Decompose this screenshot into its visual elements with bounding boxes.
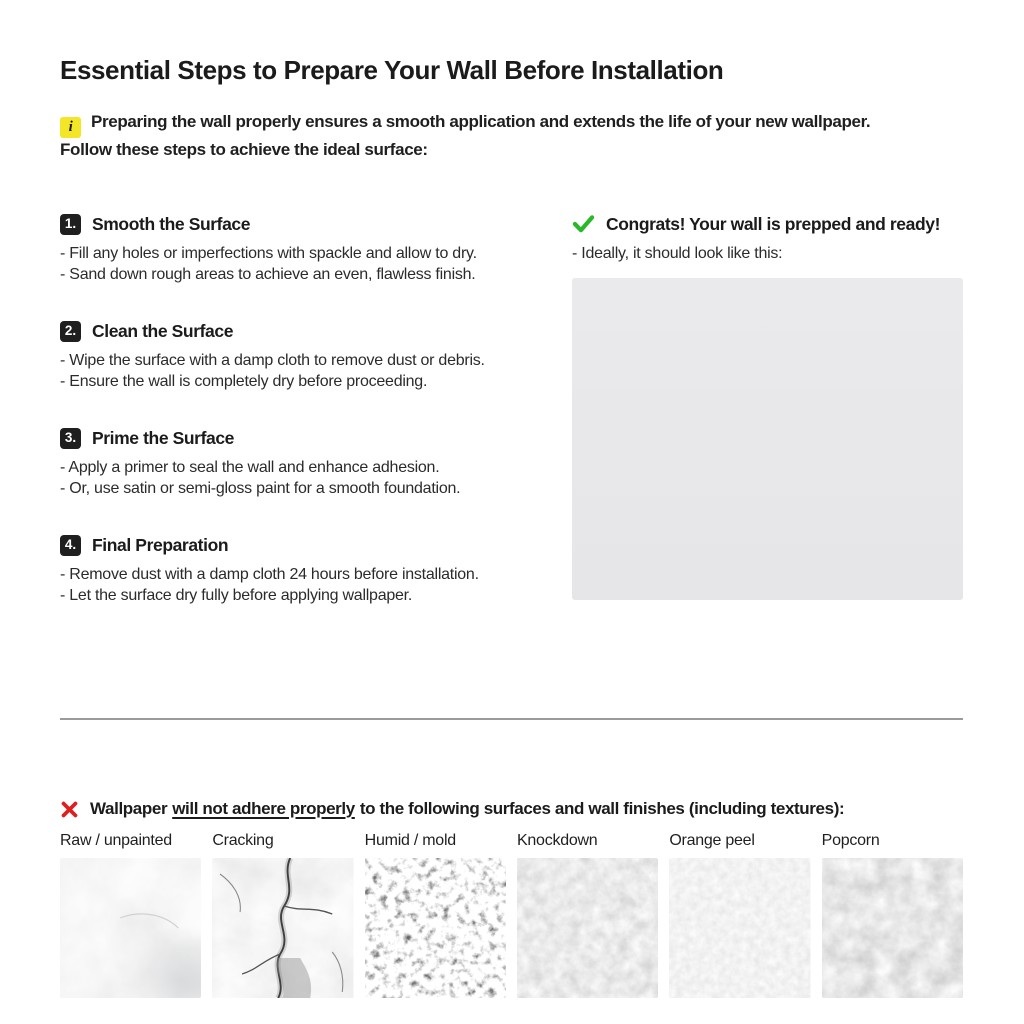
step-number-badge: 4. [60,535,81,556]
step-number-badge: 1. [60,214,81,235]
warning-prefix: Wallpaper [90,799,168,818]
warning-text [90,796,844,822]
intro-line2: Follow these steps to achieve the ideal surface: [60,140,428,159]
step-bullet: - Sand down rough areas to achieve an even, flawless finish. [60,266,476,283]
step-heading [60,426,572,450]
step-number-badge: 2. [60,321,81,342]
orange-peel-texture-image [669,858,810,998]
step-bullets [60,564,572,606]
surface-popcorn [822,832,963,998]
bad-surfaces-gallery [60,832,963,998]
step-heading [60,319,572,343]
step-bullets [60,243,572,285]
section-divider [60,718,963,720]
step-number-badge: 3. [60,428,81,449]
cracking-texture-image [212,858,353,998]
surface-label: Raw / unpainted [60,832,172,849]
step-bullet: - Or, use satin or semi-gloss paint for a smooth foundation. [60,480,461,497]
step-title: Final Preparation [92,535,229,555]
content-columns [60,212,963,640]
step-title: Smooth the Surface [92,214,251,234]
knockdown-texture-image [517,858,658,998]
check-icon [572,214,595,234]
surface-orange-peel [669,832,810,998]
prepped-wall-image [572,278,963,600]
intro-line1: Preparing the wall properly ensures a smooth application and extends the life of your new wallpaper. [91,112,871,131]
info-icon [60,117,81,138]
surface-cracking [212,832,353,998]
step-4-final-preparation [60,533,572,606]
page-title: Essential Steps to Prepare Your Wall Before Installation [60,55,724,85]
cross-icon [60,800,79,819]
info-icon-glyph: i [68,119,73,135]
warning-heading [60,796,963,822]
warning-emphasis: will not adhere properly [172,799,355,818]
step-bullet: - Wipe the surface with a damp cloth to remove dust or debris. [60,352,485,369]
step-bullet: - Let the surface dry fully before applying wallpaper. [60,587,413,604]
step-heading [60,533,572,557]
surface-label: Knockdown [516,832,598,849]
step-1-smooth-the-surface [60,212,572,285]
steps-list [60,212,572,640]
step-bullet: - Ensure the wall is completely dry before proceeding. [60,373,428,390]
surface-label: Humid / mold [364,832,456,849]
step-bullets [60,457,572,499]
step-bullet: - Fill any holes or imperfections with spackle and allow to dry. [60,245,477,262]
surface-humid-mold [365,832,506,998]
step-bullet: - Remove dust with a damp cloth 24 hours before installation. [60,566,479,583]
success-heading [572,212,963,236]
warning-suffix: to the following surfaces and wall finishes (including textures): [359,799,845,818]
surface-knockdown [517,832,658,998]
step-bullets [60,350,572,392]
success-subtitle-group [572,243,963,264]
step-heading [60,212,572,236]
success-subtitle: - Ideally, it should look like this: [572,245,783,262]
humid-mold-texture-image [365,858,506,998]
popcorn-texture-image [822,858,963,998]
step-2-clean-the-surface [60,319,572,392]
surface-raw-unpainted [60,832,201,998]
success-title: Congrats! Your wall is prepped and ready! [606,214,940,234]
surface-label: Cracking [212,832,274,849]
step-3-prime-the-surface [60,426,572,499]
step-bullet: - Apply a primer to seal the wall and enhance adhesion. [60,459,440,476]
surface-label: Orange peel [669,832,755,849]
intro-note [60,110,963,162]
raw-unpainted-texture-image [60,858,201,998]
step-title: Prime the Surface [92,428,235,448]
surface-label: Popcorn [821,832,880,849]
result-panel [572,212,963,640]
step-title: Clean the Surface [92,321,234,341]
